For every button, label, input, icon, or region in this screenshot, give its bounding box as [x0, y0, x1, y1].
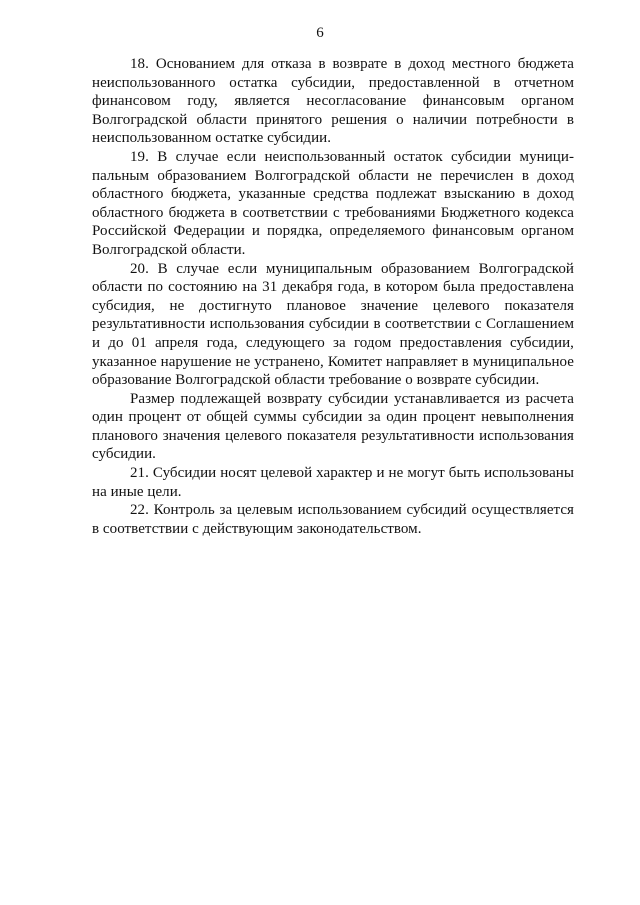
- paragraph-22: 22. Контроль за целевым использованием субсидий осуществляется в соответствии с действующим законодательством.: [92, 502, 574, 537]
- paragraph-19: 19. В случае если неиспользованный остаток субсидии муници-пальным образованием Волгоградской области не перечислен в доход областного бюджета, указанные средства подлежат взысканию в доход областного бюджета в соответствии с требованиями Бюджетного кодекса Российской Федерации и порядка, определяемого финансовым органом Волгоградской области.: [92, 148, 574, 258]
- document-body: [92, 55, 574, 538]
- paragraph-21: 21. Субсидии носят целевой характер и не могут быть использованы на иные цели.: [92, 465, 574, 500]
- page-number: 6: [316, 25, 324, 41]
- paragraph-20: 20. В случае если муниципальным образованием Волгоградской области по состоянию на 31 декабря года, в котором была предоставлена субсидия, не достигнуто плановое значение целевого показателя результативности использования субсидии в соответствии с Соглашением и до 01 апреля года, следующего за годом предоставления субсидии, указанное нарушение не устранено, Комитет направляет в муниципальное образование Волгоградской области требование о возврате субсидии.: [92, 260, 574, 389]
- paragraph-18: 18. Основанием для отказа в возврате в доход местного бюджета неиспользованного остатка субсидии, предоставленной в отчетном финансовом году, является несогласование финансовым органом Волгоградской области принятого решения о наличии потребности в неиспользованном остатке субсидии.: [92, 56, 574, 147]
- paragraph-20-refund-amount: Размер подлежащей возврату субсидии устанавливается из расчета один процент от общей суммы субсидии за один процент невыполнения планового значения целевого показателя результативности использования субсидии.: [92, 390, 574, 463]
